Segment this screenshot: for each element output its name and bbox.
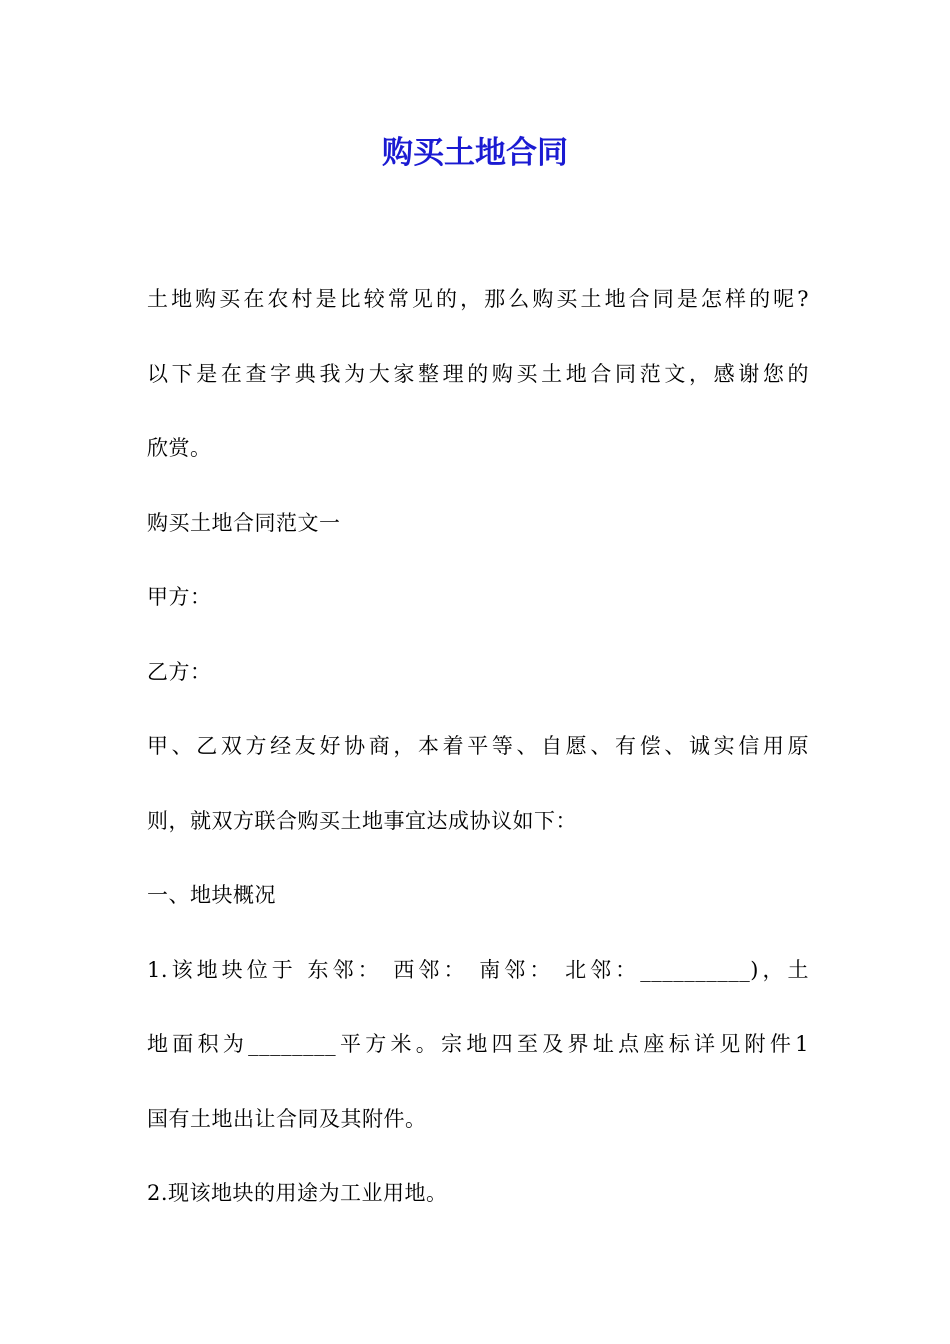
clause-line: 2.现该地块的用途为工业用地。 bbox=[147, 1181, 448, 1205]
paragraph-line: 以下是在查字典我为大家整理的购买土地合同范文，感谢您的 bbox=[147, 361, 809, 386]
paragraph-line: 甲、乙双方经友好协商，本着平等、自愿、有偿、诚实信用原 bbox=[147, 734, 809, 758]
clause-line: 国有土地出让合同及其附件。 bbox=[147, 1106, 427, 1131]
document-body bbox=[147, 262, 809, 1231]
clause-heading: 一、地块概况 bbox=[147, 883, 276, 907]
clause-line: 1.该地块位于 东邻： 西邻： 南邻： 北邻：__________)，土 bbox=[147, 957, 809, 982]
section-heading: 购买土地合同范文一 bbox=[147, 510, 341, 535]
party-b-label: 乙方： bbox=[147, 659, 212, 684]
paragraph-line: 土地购买在农村是比较常见的，那么购买土地合同是怎样的呢? bbox=[147, 287, 809, 311]
party-a-label: 甲方： bbox=[147, 585, 212, 609]
clause-line: 地面积为________平方米。宗地四至及界址点座标详见附件1 bbox=[147, 1032, 809, 1056]
paragraph-line: 则，就双方联合购买土地事宜达成协议如下： bbox=[147, 808, 577, 833]
document-title: 购买土地合同 bbox=[382, 135, 568, 171]
paragraph-line: 欣赏。 bbox=[147, 436, 212, 460]
